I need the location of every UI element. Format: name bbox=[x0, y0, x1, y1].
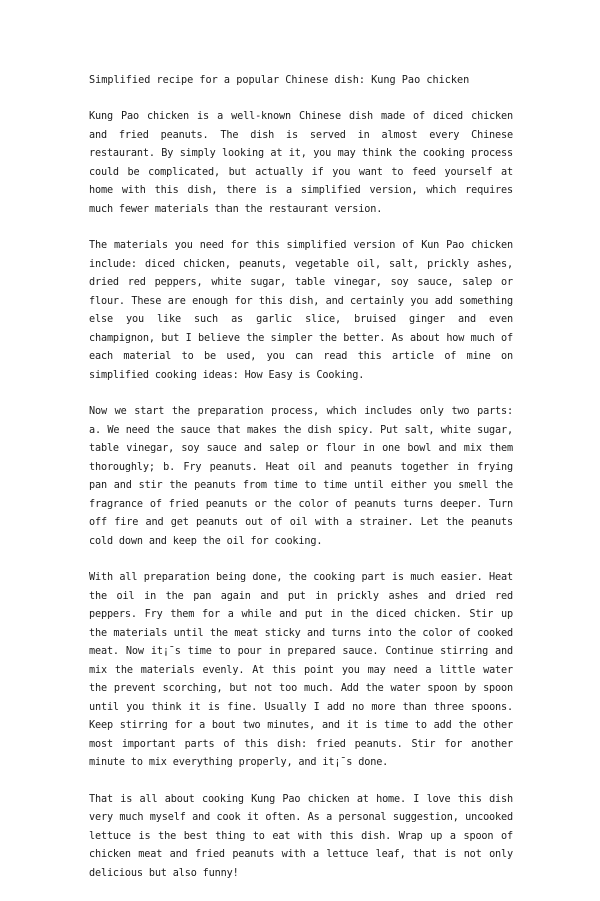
paragraph-preparation: Now we start the preparation process, which includes only two parts: a. We need the sauce that makes the dish spicy. Put salt, white sugar, table vinegar, soy sauce and salep or flour in one bowl and mix them thoroughly; b. Fry peanuts. Heat oil and peanuts together in frying pan and stir the peanuts from time to time until either you smell the fragrance of fried peanuts or the color of peanuts turns deeper. Turn off fire and get peanuts out of oil with a strainer. Let the peanuts cold down and keep the oil for cooking. bbox=[89, 406, 513, 547]
document-page bbox=[89, 72, 513, 901]
paragraph-cooking: With all preparation being done, the cooking part is much easier. Heat the oil in the pan again and put in prickly ashes and dried red peppers. Fry them for a while and put in the diced chicken. Stir up the materials until the meat sticky and turns into the color of cooked meat. Now it¡¯s time to pour in prepared sauce. Continue stirring and mix the materials evenly. At this point you may need a little water the prevent scorching, but not too much. Add the water spoon by spoon until you think it is fine. Usually I add no more than three spoons. Keep stirring for a bout two minutes, and it is time to add the other most important parts of this dish: fried peanuts. Stir for another minute to mix everything properly, and it¡¯s done. bbox=[89, 572, 513, 768]
paragraph-intro: Kung Pao chicken is a well-known Chinese dish made of diced chicken and fried peanuts. The dish is served in almost every Chinese restaurant. By simply looking at it, you may think the cooking process could be complicated, but actually if you want to feed yourself at home with this dish, there is a simplified version, which requires much fewer materials than the restaurant version. bbox=[89, 111, 513, 215]
paragraph-conclusion: That is all about cooking Kung Pao chicken at home. I love this dish very much myself and cook it often. As a personal suggestion, uncooked lettuce is the best thing to eat with this dish. Wrap up a spoon of chicken meat and fried peanuts with a lettuce leaf, that is not only delicious but also funny! bbox=[89, 793, 513, 879]
document-title: Simplified recipe for a popular Chinese dish: Kung Pao chicken bbox=[89, 75, 470, 86]
paragraph-materials: The materials you need for this simplified version of Kun Pao chicken include: diced chicken, peanuts, vegetable oil, salt, prickly ashes, dried red peppers, white sugar, table vinegar, soy sauce, salep or flour. These are enough for this dish, and certainly you add something else you like such as garlic slice, bruised ginger and even champignon, but I believe the simpler the better. As about how much of each material to be used, you can read this article of mine on simplified cooking ideas: How Easy is Cooking. bbox=[89, 240, 513, 381]
